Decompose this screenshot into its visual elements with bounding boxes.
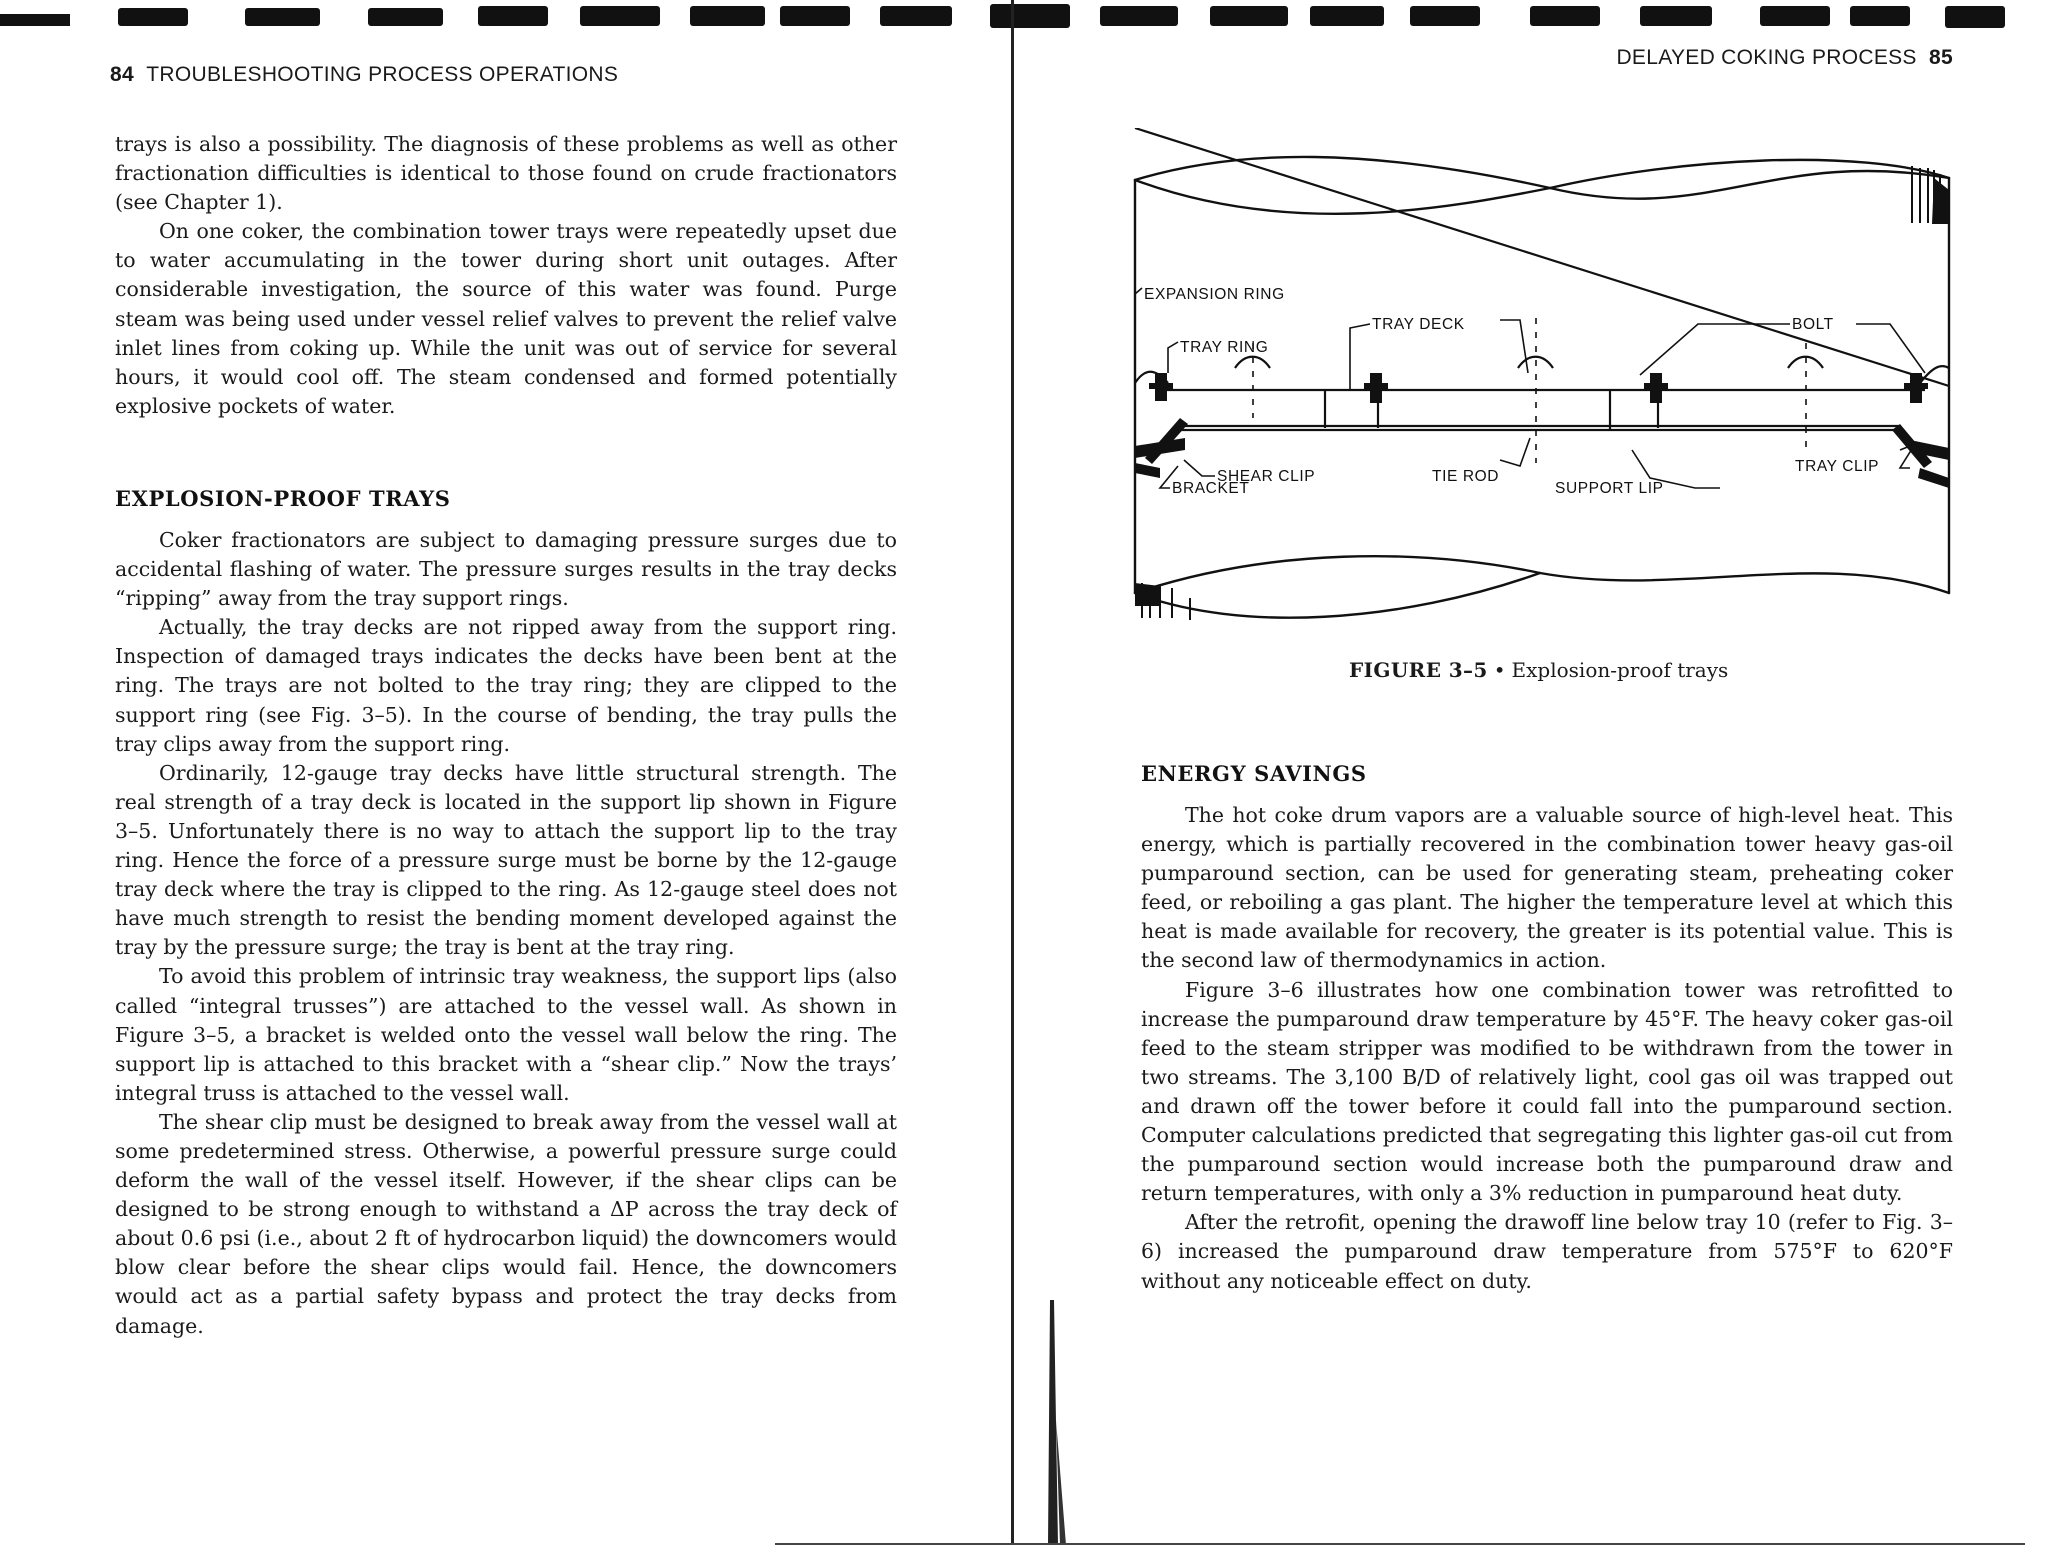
paragraph: trays is also a possibility. The diagnosis of these problems as well as other fractionation difficulties is identical to those found on crude fractionators (see Chapter 1). (115, 132, 897, 215)
label-bolt: BOLT (1792, 316, 1834, 333)
left-running-head (110, 63, 618, 87)
right-page (1020, 0, 2048, 1540)
tray-diagram (1120, 128, 1960, 628)
paragraph: After the retrofit, opening the drawoff line below tray 10 (refer to Fig. 3–6) increased the pumparound draw temperature from 575°F to 620°F without any noticeable effect on duty. (1141, 1210, 1953, 1293)
right-page-number: 85 (1929, 46, 1953, 69)
figure-explosion-proof-trays (1120, 128, 1960, 628)
page-bottom-edge (775, 1543, 2025, 1545)
paragraph: To avoid this problem of intrinsic tray weakness, the support lips (also called “integral trusses”) are attached to the vessel wall. As shown in Figure 3–5, a bracket is welded onto the vessel wall below the ring. The support lip is attached to this bracket with a “shear clip.” Now the trays’ integral truss is attached to the vessel wall. (115, 964, 897, 1105)
label-expansion-ring: EXPANSION RING (1144, 286, 1285, 303)
paragraph: Figure 3–6 illustrates how one combination tower was retrofitted to increase the pumparound draw temperature by 45°F. The heavy coker gas-oil feed to the steam stripper was modified to be withdrawn from the tower in two streams. The 3,100 B/D of relatively light, cool gas oil was trapped out and drawn off the tower before it could fall into the pumparound section. Computer calculations predicted that segregating this lighter gas-oil cut from the pumparound section would increase both the pumparound draw and return temperatures, with only a 3% reduction in pumparound heat duty. (1141, 977, 1953, 1206)
left-intro-text (115, 130, 897, 421)
paragraph: Coker fractionators are subject to damaging pressure surges due to accidental flashing of water. The pressure surges results in the tray decks “ripping” away from the tray support rings. (115, 528, 897, 611)
right-running-head (1616, 46, 1953, 70)
left-page (0, 0, 1000, 1540)
paragraph: The shear clip must be designed to break away from the vessel wall at some predetermined stress. Otherwise, a powerful pressure surge could deform the wall of the vessel itself. However, if the shear clips can be designed to be strong enough to withstand a ΔP across the tray deck of about 0.6 psi (i.e., about 2 ft of hydrocarbon liquid) the downcomers would blow clear before the shear clips would fail. Hence, the downcomers would act as a partial safety bypass and protect the tray decks from damage. (115, 1109, 897, 1338)
label-tray-clip: TRAY CLIP (1795, 458, 1880, 475)
label-bracket: BRACKET (1172, 480, 1250, 497)
label-tray-ring: TRAY RING (1180, 339, 1269, 356)
figure-caption (1349, 658, 1728, 682)
label-shear-clip: SHEAR CLIP (1217, 468, 1316, 485)
right-running-title: DELAYED COKING PROCESS (1616, 46, 1917, 69)
label-support-lip: SUPPORT LIP (1555, 480, 1664, 497)
paragraph: On one coker, the combination tower trays were repeatedly upset due to water accumulating in the tower during short unit outages. After considerable investigation, the source of this water was found. Purge steam was being used under vessel relief valves to prevent the relief valve inlet lines from coking up. While the unit was out of service for several hours, it would cool off. The steam condensed and formed potentially explosive pockets of water. (115, 219, 897, 418)
left-running-title: TROUBLESHOOTING PROCESS OPERATIONS (146, 63, 619, 86)
left-page-number: 84 (110, 63, 134, 86)
label-tie-rod: TIE ROD (1432, 468, 1500, 485)
right-section-text (1141, 801, 1953, 1296)
left-section-text (115, 526, 897, 1341)
figure-title: Explosion-proof trays (1511, 658, 1729, 682)
caption-separator: • (1493, 658, 1506, 682)
binding-gutter-line (1011, 0, 1014, 1545)
paragraph: Actually, the tray decks are not ripped away from the support ring. Inspection of damaged trays indicates the decks have been bent at the ring. The trays are not bolted to the tray ring; they are clipped to the support ring (see Fig. 3–5). In the course of bending, the tray pulls the tray clips away from the support ring. (115, 615, 897, 756)
figure-number: FIGURE 3–5 (1349, 658, 1488, 682)
paragraph: The hot coke drum vapors are a valuable source of high-level heat. This energy, which is partially recovered in the combination tower heavy gas-oil pumparound section, can be used for generating steam, preheating coker feed, or reboiling a gas plant. The higher the temperature level at which this heat is made available for recovery, the greater is its potential value. This is the second law of thermodynamics in action. (1141, 803, 1953, 973)
section-heading-energy-savings: ENERGY SAVINGS (1141, 761, 1367, 786)
label-tray-deck: TRAY DECK (1372, 316, 1465, 333)
paragraph: Ordinarily, 12-gauge tray decks have little structural strength. The real strength of a tray deck is located in the support lip shown in Figure 3–5. Unfortunately there is no way to attach the support lip to the tray ring. Hence the force of a pressure surge must be borne by the 12-gauge tray deck where the tray is clipped to the ring. As 12-gauge steel does not have much strength to resist the bending moment developed against the tray by the pressure surge; the tray is bent at the tray ring. (115, 760, 897, 960)
section-heading-explosion-proof-trays: EXPLOSION-PROOF TRAYS (115, 486, 451, 511)
